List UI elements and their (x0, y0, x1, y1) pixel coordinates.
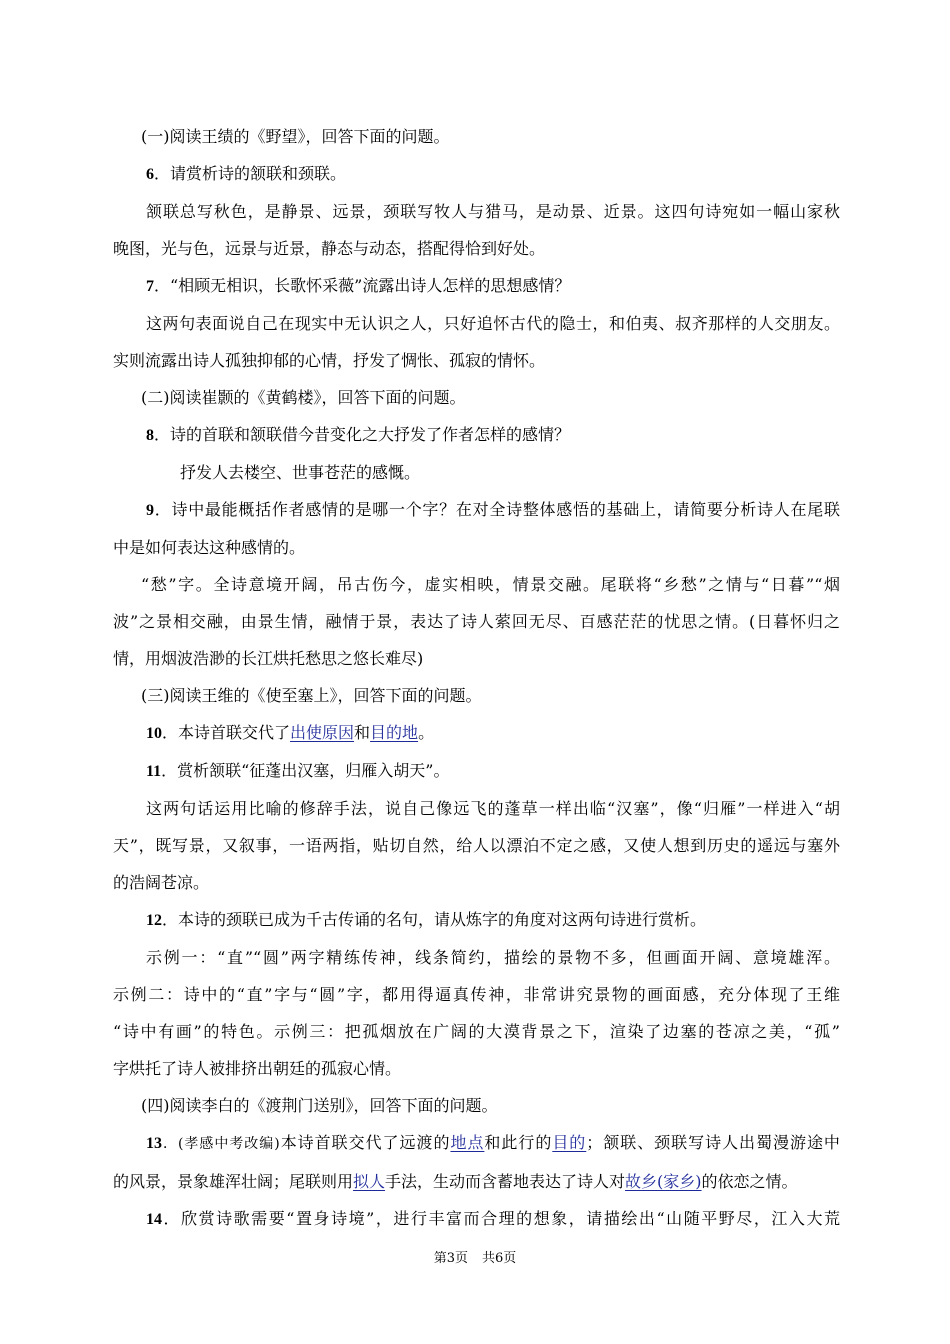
answer-6-line-1: 颔联总写秋色，是静景、远景，颈联写牧人与猎马，是动景、近景。这四句诗宛如一幅山家秋 (146, 202, 840, 221)
question-text: 和 (354, 723, 371, 742)
question-8 (113, 416, 840, 454)
section-heading-3: (三)阅读王维的《使至塞上》，回答下面的问题。 (141, 686, 482, 705)
section-heading-1: (一)阅读王绩的《野望》，回答下面的问题。 (141, 127, 450, 146)
question-text: 本诗首联交代了远渡的 (279, 1133, 451, 1152)
question-text: ．欣赏诗歌需要“置身诗境”，进行丰富而合理的想象，请描绘出“山随平野尽，江入大荒 (162, 1209, 840, 1228)
answer-11-line-1: 这两句话运用比喻的修辞手法，说自己像远飞的蓬草一样出临“汉塞”，像“归雁”一样进入“胡 (146, 799, 840, 818)
answer-9-line-2: 波”之景相交融，由景生情，融情于景，表达了诗人萦回无尽、百感茫茫的忧思之情。(日暮怀归之 (113, 612, 840, 631)
answer-7-line-1: 这两句表面说自己在现实中无认识之人，只好追怀古代的隐士，和伯夷、叔齐那样的人交朋友。 (146, 314, 840, 333)
answer-7-line-2: 实则流露出诗人孤独抑郁的心情，抒发了惆怅、孤寂的情怀。 (113, 351, 546, 370)
question-12 (113, 901, 840, 939)
question-number: 10 (146, 725, 162, 742)
question-number: 8 (146, 427, 154, 444)
question-text: ．诗的首联和颔联借今昔变化之大抒发了作者怎样的感情？ (154, 425, 571, 444)
page-number: 第3页 (433, 1251, 468, 1266)
answer-6-line-2: 晚图，光与色，远景与近景，静态与动态，搭配得恰到好处。 (113, 239, 546, 258)
question-text: ．“相顾无相识，长歌怀采薇”流露出诗人怎样的思想感情？ (154, 276, 571, 295)
page-footer (0, 1247, 950, 1266)
question-9-line-2: 中是如何表达这种感情的。 (113, 538, 306, 557)
fill-blank-answer: 出使原因 (290, 723, 355, 742)
section-heading-2: (二)阅读崔颢的《黄鹤楼》，回答下面的问题。 (141, 388, 466, 407)
fill-blank-answer: 故乡(家乡) (625, 1172, 702, 1191)
question-number: 7 (146, 278, 154, 295)
fill-blank-answer: 拟人 (353, 1172, 386, 1191)
question-number: 12 (146, 912, 162, 929)
question-13-line-1 (113, 1124, 840, 1163)
fill-blank-answer: 目的地 (370, 723, 419, 742)
fill-blank-answer: 目的 (552, 1133, 587, 1152)
question-text: 和此行的 (484, 1133, 553, 1152)
question-text: ．本诗首联交代了 (162, 723, 291, 742)
question-text: 的依恋之情。 (701, 1172, 798, 1191)
answer-11-line-2: 天”，既写景，又叙事，一语两指，贴切自然，给人以漂泊不定之感，又使人想到历史的遥远与塞外 (113, 836, 840, 855)
section-heading-4: (四)阅读李白的《渡荆门送别》，回答下面的问题。 (141, 1096, 498, 1115)
answer-12-line-3: “诗中有画”的特色。示例三：把孤烟放在广阔的大漠背景之下，渲染了边塞的苍凉之美，“孤” (113, 1022, 840, 1041)
question-6 (113, 155, 840, 193)
question-text: 手法，生动而含蓄地表达了诗人对 (385, 1172, 626, 1191)
question-number: 6 (146, 166, 154, 183)
answer-8-line-1: 抒发人去楼空、世事苍茫的感慨。 (180, 463, 421, 482)
question-9-line-1 (113, 491, 840, 529)
question-text: ；颔联、颈联写诗人出蜀漫游途中 (586, 1133, 840, 1152)
question-11 (113, 752, 840, 790)
answer-11-line-3: 的浩阔苍凉。 (113, 873, 210, 892)
answer-12-line-4: 字烘托了诗人被排挤出朝廷的孤寂心情。 (113, 1059, 402, 1078)
question-source: ．(孝感中考改编) (162, 1136, 280, 1152)
question-text: ．诗中最能概括作者感情的是哪一个字？在对全诗整体感悟的基础上，请简要分析诗人在尾联 (154, 500, 840, 519)
question-text: ．赏析颔联“征蓬出汉塞，归雁入胡天”。 (161, 761, 450, 780)
question-text: ．本诗的颈联已成为千古传诵的名句，请从炼字的角度对这两句诗进行赏析。 (162, 910, 707, 929)
page-total: 共6页 (482, 1251, 517, 1266)
question-text: 。 (418, 723, 435, 742)
answer-9-line-1: “愁”字。全诗意境开阔，吊古伤今，虚实相映，情景交融。尾联将“乡愁”之情与“日暮”“烟 (141, 575, 840, 594)
question-10 (113, 714, 840, 752)
question-7 (113, 267, 840, 305)
question-number: 9 (146, 502, 154, 519)
question-14 (113, 1200, 840, 1238)
answer-12-line-1: 示例一：“直”“圆”两字精练传神，线条简约，描绘的景物不多，但画面开阔、意境雄浑。 (146, 948, 840, 967)
page-content (113, 118, 840, 1238)
question-number: 11 (146, 763, 162, 780)
answer-12-line-2: 示例二：诗中的“直”字与“圆”字，都用得逼真传神，非常讲究景物的画面感，充分体现了王维 (113, 985, 840, 1004)
fill-blank-answer: 地点 (450, 1133, 485, 1152)
question-number: 14 (146, 1211, 162, 1228)
answer-9-line-3: 情，用烟波浩渺的长江烘托愁思之悠长难尽) (113, 649, 424, 668)
question-13-line-2 (113, 1163, 840, 1200)
question-text: ．请赏析诗的颔联和颈联。 (154, 164, 347, 183)
question-text: 的风景，景象雄浑壮阔；尾联则用 (113, 1172, 354, 1191)
question-number: 13 (146, 1135, 162, 1152)
